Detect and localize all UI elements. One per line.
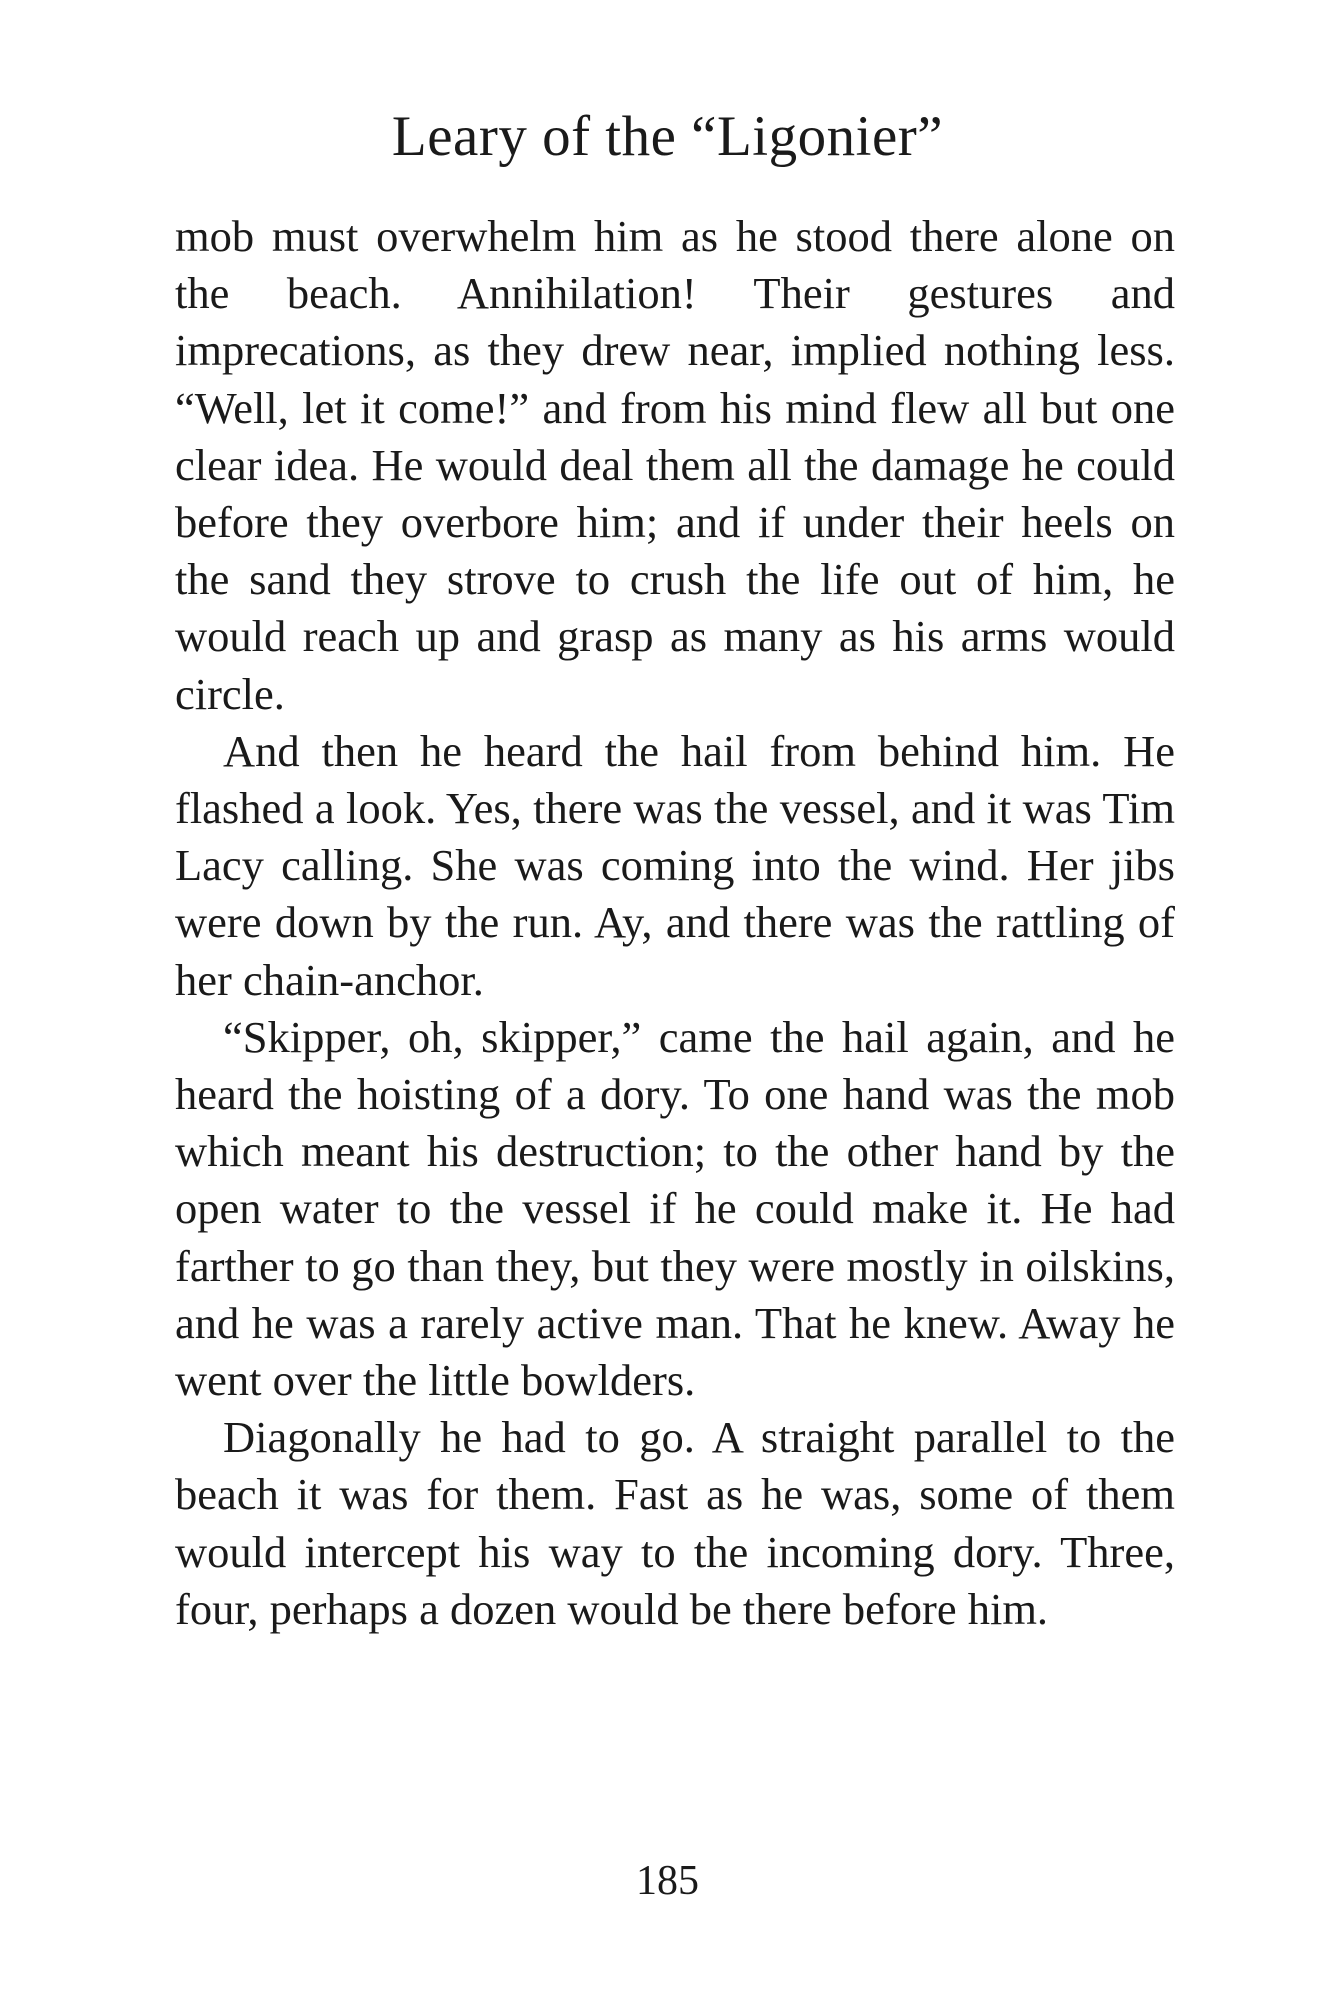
paragraph-2: And then he heard the hail from behind him. He flashed a look. Yes, there was the vessel, and it was Tim Lacy calling. She was coming into the wind. Her jibs were down by the run. Ay, and there was the rattling of her chain-anchor. [175, 725, 1175, 1005]
body-text [175, 208, 1175, 1638]
paragraph-4: Diagonally he had to go. A straight parallel to the beach it was for them. Fast as he was, some of them would intercept his way to the incoming dory. Three, four, perhaps a dozen would be there before him. [175, 1412, 1175, 1634]
running-title: Leary of the “Ligonier” [391, 105, 944, 168]
page-number: 185 [636, 1858, 699, 1904]
paragraph-3: “Skipper, oh, skipper,” came the hail again, and he heard the hoisting of a dory. To one hand was the mob which meant his destruction; to the other hand by the open water to the vessel if he could make it. He had farther to go than they, but they were mostly in oilskins, and he was a rarely active man. That he knew. Away he went over the little bowlders. [175, 1011, 1175, 1406]
paragraph-1: mob must overwhelm him as he stood there alone on the beach. Annihilation! Their gestures and imprecations, as they drew near, implied nothing less. “Well, let it come!” and from his mind flew all but one clear idea. He would deal them all the damage he could before they overbore him; and if under their heels on the sand they strove to crush the life out of him, he would reach up and grasp as many as his arms would circle. [175, 211, 1175, 719]
